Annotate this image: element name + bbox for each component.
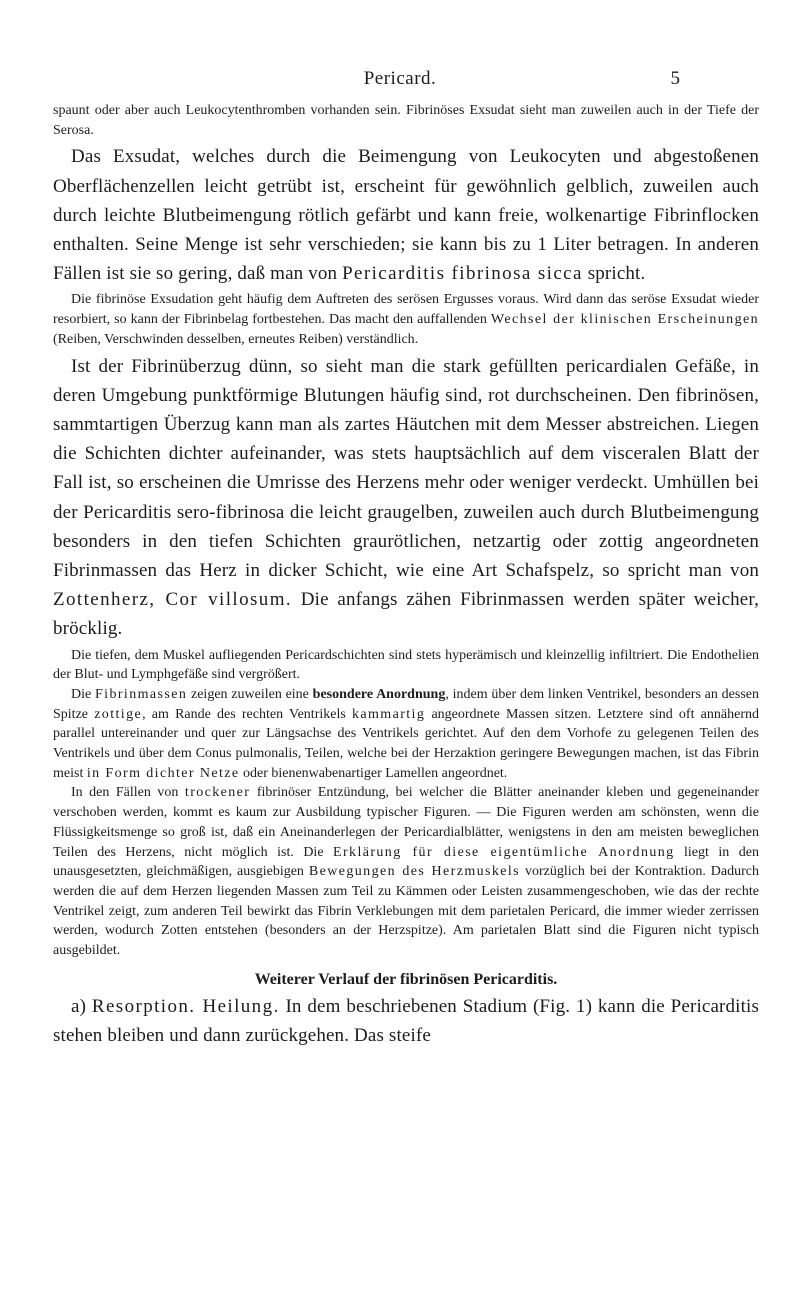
text-span: oder bienenwabenartiger Lamellen angeordnet. bbox=[239, 765, 508, 781]
term-zottenherz: Zottenherz, Cor villosum. bbox=[53, 589, 293, 611]
term-zottige: zottige bbox=[94, 706, 143, 722]
text-span: , indem über dem linken Ventrikel, besonders an dessen Spitze bbox=[53, 686, 759, 722]
paragraph-pericardschichten: Die tiefen, dem Muskel aufliegenden Pericardschichten sind stets hyperämisch und kleinzellig infiltriert. Die Endothelien der Blut- und Lymphgefäße sind vergrößert. bbox=[53, 647, 759, 683]
text-span: In den Fällen von bbox=[71, 785, 185, 801]
text-span: a) bbox=[71, 995, 92, 1017]
text-span: , am Rande des rechten Ventrikels bbox=[142, 706, 352, 722]
text-span: vorzüglich bei der Kontraktion. Dadurch werden die auf dem Herzen liegenden Massen zum Teil zu Kämmen oder Leisten zusammengeschoben, wie das der rechte Ventrikel zeigt, zum anderen Teil bewirkt das Fibrin Verklebungen mit dem parietalen Pericard, die immer wieder zerrissen werden, wodurch Zotten entstehen (besonders an der Herzspitze). Am parietalen Blatt sind die Figuren nicht typisch ausgebildet. bbox=[53, 864, 760, 959]
term-wechsel: Wechsel der klinischen Erscheinungen bbox=[490, 312, 759, 328]
text-span: fibrinöser Entzündung, bei welcher die Blätter aneinander kleben und gegeneinander verschoben werden, kommt es kaum zur Ausbildung typischer Figuren. — Die Figuren werden am schönsten, wenn die Flüssigkeitsmenge so groß ist, daß ein Aneinanderlegen der Pericardialblätter, wenigstens in den am meisten beweglichen Teilen des Herzens, nicht möglich ist. Die bbox=[53, 785, 759, 860]
text-span: (Reiben, Verschwinden desselben, erneutes Reiben) verständlich. bbox=[53, 331, 419, 347]
text-span: spricht. bbox=[582, 263, 646, 285]
text-span: zeigen zuweilen eine bbox=[187, 686, 313, 702]
term-erklaerung: Erklärung für diese eigentümliche Anordnung bbox=[333, 844, 675, 860]
term-fibrinmassen: Fibrinmassen bbox=[94, 686, 188, 702]
paragraph-continuation: spaunt oder aber auch Leukocytenthromben vorhanden sein. Fibrinöses Exsudat sieht man zuweilen auch in der Tiefe der Serosa. bbox=[53, 103, 759, 138]
paragraph-fibrinueberzug bbox=[53, 352, 759, 644]
text-span: Die fibrinöse Exsudation geht häufig dem Auftreten des serösen Ergusses voraus. Wird dann das seröse Exsudat wieder resorbiert, so kann der Fibrinbelag fortbestehen. Das macht den auffallenden bbox=[53, 292, 759, 328]
text-span: Ist der Fibrinüberzug dünn, so sieht man die stark gefüllten pericardialen Gefäße, in deren Umgebung punktförmige Blutungen häufig sind, rot durchscheinen. Den fibrinösen, sammtartigen Überzug kann man als zartes Häutchen mit dem Messer abstreichen. Liegen die Schichten dichter aufeinander, was stets hauptsächlich auf dem visceralen Blatt der Fall ist, so erscheinen die Umrisse des Herzens mehr oder weniger verdeckt. Umhüllen bei der Pericarditis sero-fibrinosa die leicht graugelben, zuweilen auch durch Blutbeimengung besonders in den tiefen Schichten graurötlichen, netzartig oder zottig angeordneten Fibrinmassen das Herz in dicker Schicht, wie eine Art Schafspelz, so spricht man von bbox=[53, 355, 759, 581]
text-span: Die anfangs zähen Fibrinmassen werden später weicher, bröcklig. bbox=[53, 589, 759, 640]
page-header bbox=[120, 68, 680, 98]
paragraph-trockene-entzuendung bbox=[53, 783, 759, 960]
body-text bbox=[53, 101, 759, 1050]
term-besondere-anordnung: besondere Anordnung bbox=[312, 686, 446, 702]
running-title: Pericard. bbox=[363, 68, 437, 89]
page-number: 5 bbox=[670, 68, 680, 89]
paragraph-fibrinmassen bbox=[53, 685, 759, 784]
term-bewegungen: Bewegungen des Herzmuskels bbox=[308, 864, 521, 880]
paragraph-exsudat bbox=[53, 142, 759, 288]
term-resorption-heilung: Resorption. Heilung. bbox=[91, 995, 280, 1017]
section-heading: Weiterer Verlauf der fibrinösen Pericarditis. bbox=[254, 970, 558, 988]
term-trockener: trockener bbox=[184, 785, 251, 801]
text-span: Das Exsudat, welches durch die Beimengung von Leukocyten und abgestoßenen Oberflächenzellen leicht getrübt ist, erscheint für gewöhnlich gelblich, zuweilen auch durch leichte Blutbeimengung rötlich gefärbt und kann freie, wolkenartige Fibrinflocken enthalten. Seine Menge ist sehr verschieden; sie kann bis zu 1 Liter betragen. In anderen Fällen ist sie so gering, daß man von bbox=[53, 146, 759, 285]
text-span: In dem beschriebenen Stadium (Fig. 1) kann die Pericarditis stehen bleiben und dann zurückgehen. Das steife bbox=[53, 995, 759, 1047]
term-kammartig: kammartig bbox=[352, 706, 426, 722]
paragraph-resorption bbox=[53, 992, 759, 1050]
term-pericarditis-fibrinosa-sicca: Pericarditis fibrinosa sicca bbox=[342, 263, 583, 285]
paragraph-exsudation-note bbox=[53, 290, 759, 349]
text-span: liegt in den unausgesetzten, gleichmäßigen, ausgiebigen bbox=[53, 844, 759, 880]
text-span: Die bbox=[71, 686, 95, 702]
text-span: angeordnete Massen sitzen. Letztere sind oft annähernd parallel untereinander und quer zur Längsachse des Ventrikels gerichtet. Auf den dem Vorhofe zu gelegenen Teilen des Ventrikels und über dem Conus pulmonalis, Teilen, welche bei der Herzaktion geringere Bewegungen machen, ist das Fibrin meist bbox=[53, 706, 759, 781]
term-dichte-netze: in Form dichter Netze bbox=[86, 765, 240, 781]
